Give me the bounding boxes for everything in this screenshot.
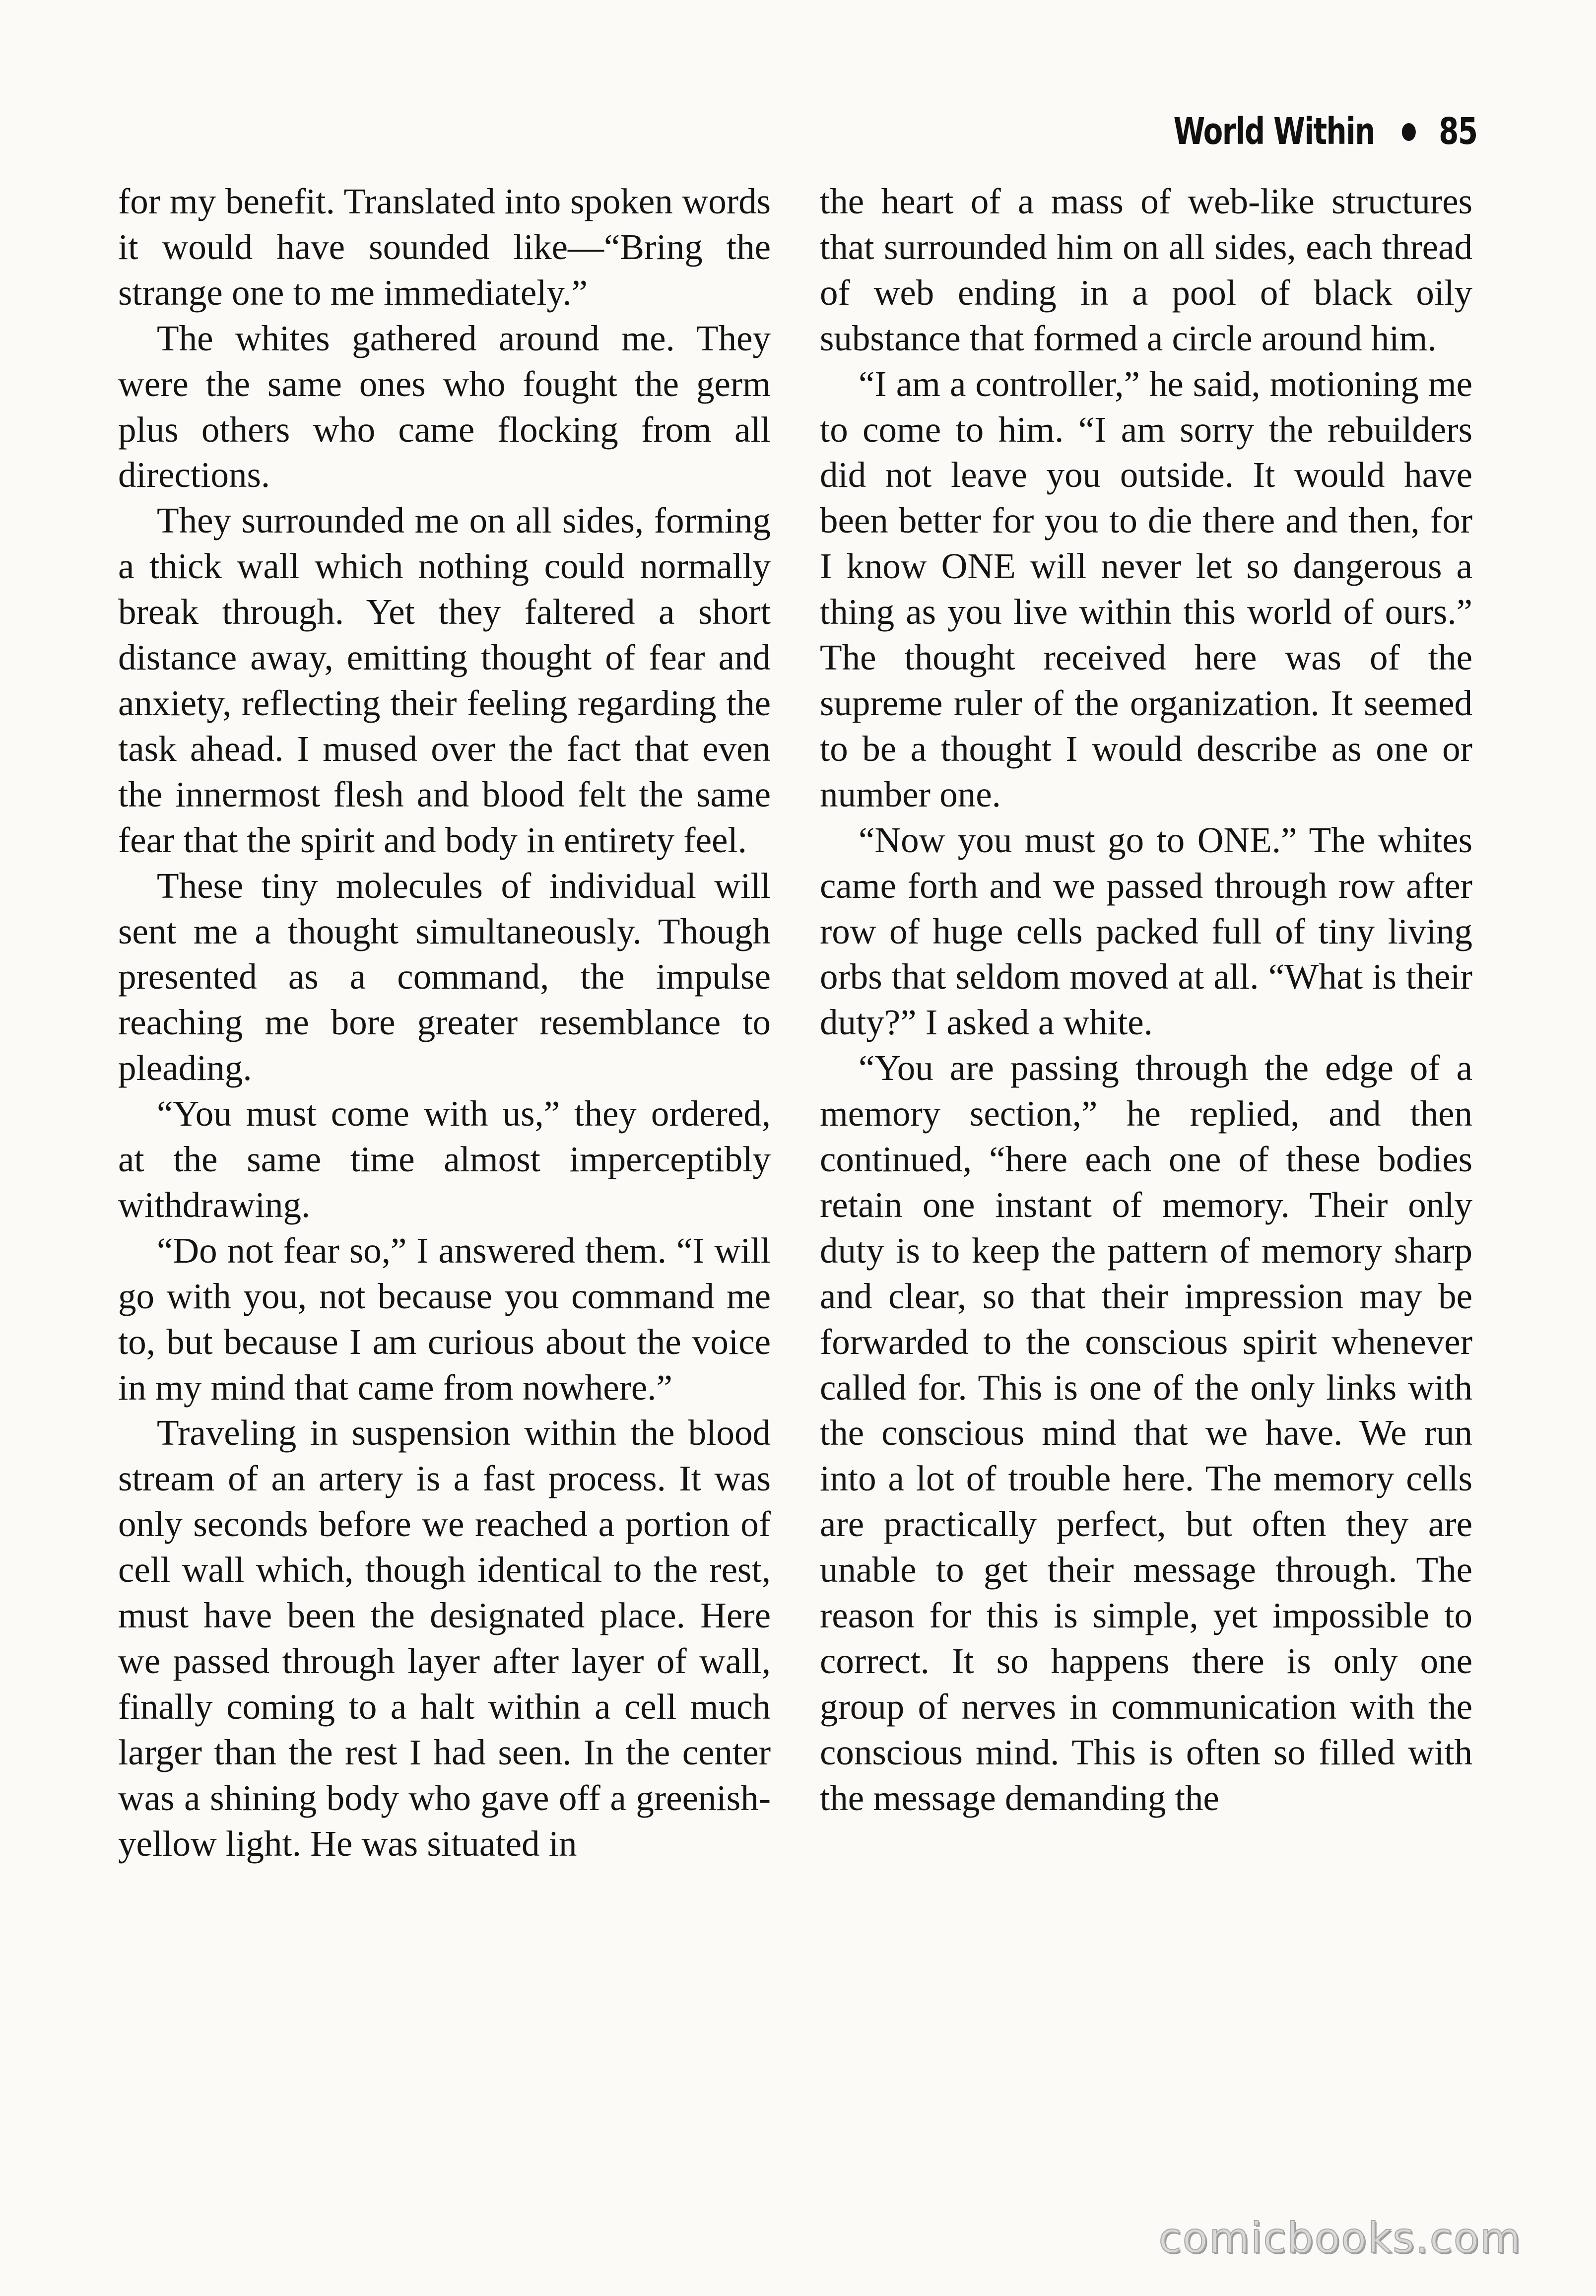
- paragraph: The whites gathered around me. They were the same ones who fought the germ plus others who came flocking from all directions.: [118, 318, 771, 495]
- paragraph: Traveling in suspension within the blood stream of an artery is a fast process. It was only seconds before we reached a portion of cell wall which, though identical to the rest, must have been the designated place. Here we passed through layer after layer of wall, finally coming to a halt within a cell much larger than the rest I had seen. In the center was a shining body who gave off a greenish-yellow light. He was situated in: [118, 1413, 771, 1864]
- paragraph: “You must come with us,” they ordered, at the same time almost imperceptibly withdrawing.: [118, 1093, 771, 1225]
- paragraph: the heart of a mass of web-like structures that surrounded him on all sides, each thread of web ending in a pool of black oily substance that formed a circle around him.: [820, 181, 1472, 358]
- paragraph: These tiny molecules of individual will sent me a thought simultaneously. Though presented as a command, the impulse reaching me bore greater resemblance to pleading.: [118, 865, 771, 1088]
- right-column: [820, 179, 1472, 1821]
- paragraph: “I am a controller,” he said, motioning me to come to him. “I am sorry the rebuilders did not leave you outside. It would have been better for you to die there and then, for I know ONE will never let so dangerous a thing as you live within this world of ours.” The thought received here was of the supreme ruler of the organization. It seemed to be a thought I would describe as one or number one.: [820, 363, 1472, 814]
- paragraph: “Now you must go to ONE.” The whites came forth and we passed through row after row of huge cells packed full of tiny living orbs that seldom moved at all. “What is their duty?” I asked a white.: [820, 819, 1472, 1043]
- watermark: comicbooks.com: [1158, 2214, 1522, 2262]
- paragraph: “You are passing through the edge of a memory section,” he replied, and then continued, “here each one of these bodies retain one instant of memory. Their only duty is to keep the pattern of memory sharp and clear, so that their impression may be forwarded to the conscious spirit whenever called for. This is one of the only links with the conscious mind that we have. We run into a lot of trouble here. The memory cells are practically perfect, but often they are unable to get their message through. The reason for this is simple, yet impossible to correct. It so happens there is only one group of nerves in communication with the conscious mind. This is often so filled with the message demanding the: [820, 1048, 1472, 1818]
- page-number: 85: [1438, 110, 1477, 153]
- running-head: [1173, 110, 1477, 153]
- left-column: [118, 179, 771, 1867]
- running-head-title: World Within: [1173, 110, 1375, 153]
- paragraph: They surrounded me on all sides, forming a thick wall which nothing could normally break through. Yet they faltered a short distance away, emitting thought of fear and anxiety, reflecting their feeling regarding the task ahead. I mused over the fact that even the innermost flesh and blood felt the same fear that the spirit and body in entirety feel.: [118, 500, 771, 860]
- paragraph: for my benefit. Translated into spoken words it would have sounded like—“Bring the strange one to me immediately.”: [118, 181, 771, 313]
- bullet-icon: [1401, 123, 1415, 141]
- paragraph: “Do not fear so,” I answered them. “I will go with you, not because you command me to, but because I am curious about the voice in my mind that came from nowhere.”: [118, 1230, 771, 1408]
